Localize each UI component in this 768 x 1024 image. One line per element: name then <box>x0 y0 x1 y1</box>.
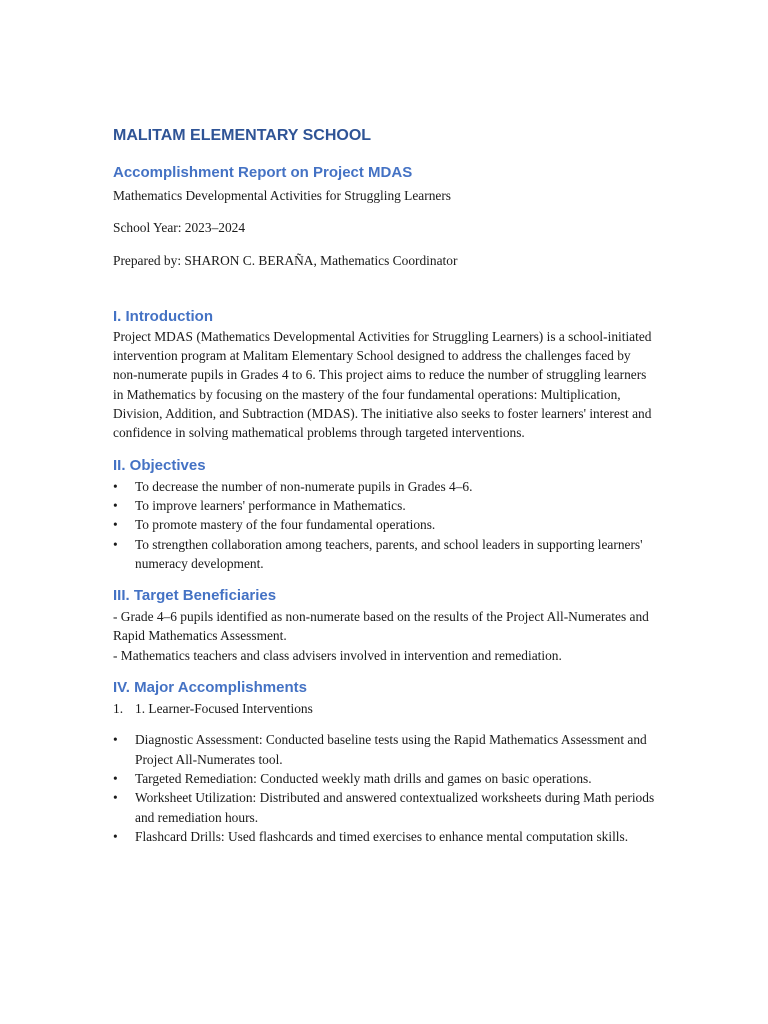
school-year: School Year: 2023–2024 <box>113 220 246 236</box>
document-page <box>113 126 658 846</box>
bullet-icon: • <box>113 517 118 533</box>
list-item: • Worksheet Utilization: Distributed and answered contextualized worksheets during Math periods and remediation hours. <box>113 790 655 825</box>
section-heading-accomplishments: IV. Major Accomplishments <box>113 679 307 697</box>
beneficiary-line: - Grade 4–6 pupils identified as non-numerate based on the results of the Project All-Numerates and Rapid Mathematics Assessment. <box>113 609 649 644</box>
prepared-by: Prepared by: SHARON C. BERAÑA, Mathematics Coordinator <box>113 252 458 268</box>
report-subtitle: Mathematics Developmental Activities for Struggling Learners <box>113 188 452 203</box>
list-item: • To strengthen collaboration among teachers, parents, and school leaders in supporting learners' numeracy development. <box>113 536 643 571</box>
list-item: • Diagnostic Assessment: Conducted baseline tests using the Rapid Mathematics Assessment and Project All-Numerates tool. <box>113 732 647 767</box>
list-item: • To improve learners' performance in Mathematics. <box>113 496 658 515</box>
bullet-icon: • <box>113 770 118 786</box>
beneficiary-line: - Mathematics teachers and class advisers involved in intervention and remediation. <box>113 647 562 663</box>
report-title: Accomplishment Report on Project MDAS <box>113 164 413 181</box>
bullet-icon: • <box>113 478 118 494</box>
numbered-item: 1. 1. Learner-Focused Interventions <box>113 699 658 718</box>
accomplishments-list <box>113 730 658 846</box>
bullet-icon: • <box>113 732 118 748</box>
list-item: • To promote mastery of the four fundamental operations. <box>113 515 658 534</box>
list-item: • Flashcard Drills: Used flashcards and timed exercises to enhance mental computation skills. <box>113 827 658 846</box>
list-item: • To decrease the number of non-numerate pupils in Grades 4–6. <box>113 477 658 496</box>
objectives-list <box>113 477 658 573</box>
bullet-icon: • <box>113 536 118 552</box>
section-heading-objectives: II. Objectives <box>113 456 206 474</box>
bullet-icon: • <box>113 828 118 844</box>
list-item: • Targeted Remediation: Conducted weekly math drills and games on basic operations. <box>113 769 658 788</box>
section-heading-beneficiaries: III. Target Beneficiaries <box>113 587 277 605</box>
bullet-icon: • <box>113 790 118 806</box>
section-heading-introduction: I. Introduction <box>113 307 213 325</box>
school-name: MALITAM ELEMENTARY SCHOOL <box>113 127 372 144</box>
introduction-text: Project MDAS (Mathematics Developmental Activities for Struggling Learners) is a school-initiated intervention program at Malitam Elementary School designed to address the challenges faced by non-numerate pupils in Grades 4 to 6. This project aims to reduce the number of struggling learners in Mathematics by focusing on the mastery of the four fundamental operations: Multiplication, Division, Addition, and Subtraction (MDAS). The initiative also seeks to foster learners' interest and confidence in solving mathematical problems through targeted interventions. <box>113 328 652 441</box>
list-number: 1. <box>113 701 124 717</box>
bullet-icon: • <box>113 497 118 513</box>
